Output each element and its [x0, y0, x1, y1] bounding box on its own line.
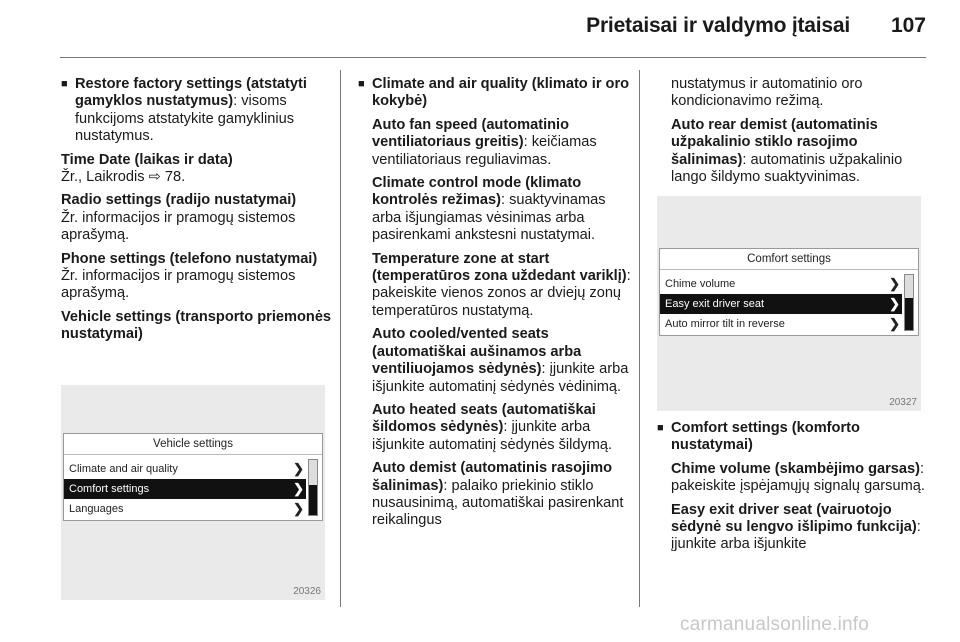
- arrow-ref-icon: ⇨: [148, 169, 161, 186]
- menu-item-label: Auto mirror tilt in reverse: [665, 318, 785, 330]
- auto-demist-item: [358, 460, 633, 530]
- phone-settings-heading: Phone settings (telefono nustatymai): [61, 250, 318, 267]
- phone-settings-text: Žr. informacijos ir pramogų sistemos aprašymą.: [61, 268, 296, 302]
- menu-item-easy-exit-selected[interactable]: [660, 294, 902, 314]
- chevron-right-icon: ❯: [293, 481, 304, 496]
- figure-number: 20327: [889, 397, 917, 408]
- chevron-right-icon: ❯: [889, 316, 900, 331]
- vehicle-settings-section: [61, 309, 335, 344]
- cooled-seats-item: [358, 326, 633, 396]
- menu-item-label: Comfort settings: [69, 483, 150, 495]
- climate-mode-text: : suaktyvinamas arba išjungiamas vėsinimas arba pasirenkami ankstesni nustatymai.: [372, 192, 606, 244]
- demist-continued-text: nustatymus ir automatinio oro kondicionavimo režimą.: [671, 76, 863, 110]
- comfort-heading: Comfort settings (komforto nustatymai): [671, 420, 860, 454]
- climate-mode-heading: Climate control mode (klimato kontrolės režimas): [372, 175, 582, 209]
- climate-mode-item: [358, 175, 633, 245]
- temp-zone-text: : pakeiskite vienos zonos ar dviejų zonų temperatūros nustatymą.: [372, 268, 631, 319]
- easy-exit-text: : įjunkite arba išjunkite: [671, 519, 921, 553]
- climate-heading: Climate and air quality (klimato ir oro kokybė): [372, 76, 630, 110]
- figure-comfort-settings: [657, 196, 921, 411]
- rear-demist-item: [657, 117, 932, 187]
- page-number: 107: [890, 14, 926, 37]
- radio-settings-section: [61, 192, 335, 244]
- auto-demist-heading: Auto demist (automatinis rasojimo šalinimas): [372, 460, 613, 494]
- text-column-3-lower: [657, 420, 932, 560]
- menu-item-label: Climate and air quality: [69, 463, 178, 475]
- scrollbar[interactable]: [904, 274, 914, 331]
- column-divider-left: [340, 70, 341, 607]
- fan-speed-heading: Auto fan speed (automatinio ventiliatoriaus greitis): [372, 116, 570, 151]
- display-screen: [63, 433, 323, 521]
- menu-item-label: Chime volume: [665, 278, 736, 290]
- heated-seats-text: : įjunkite arba išjunkite automatinį sėdynės šildymą.: [372, 419, 613, 453]
- display-screen: [659, 248, 919, 336]
- time-date-text: Žr., Laikrodis: [61, 169, 149, 186]
- menu-item-comfort-selected[interactable]: [64, 479, 306, 499]
- time-date-ref-page: 78.: [164, 169, 186, 186]
- auto-demist-text: : palaiko priekinio stiklo nusausinimą, automatiškai pasirenkant reikalingus: [372, 477, 624, 529]
- running-header-title: Prietaisai ir valdymo įtaisai: [586, 14, 850, 37]
- restore-heading: Restore factory settings (atstatyti gamyklos nustatymus): [75, 76, 307, 110]
- menu-item-chime-volume[interactable]: [660, 274, 902, 294]
- temp-zone-heading: Temperature zone at start (temperatūros zona uždedant variklį): [372, 250, 627, 285]
- time-date-heading: Time Date (laikas ir data): [61, 151, 233, 168]
- figure-number: 20326: [293, 586, 321, 597]
- scrollbar-thumb[interactable]: [309, 485, 317, 515]
- rear-demist-text: : automatinis užpakalinio lango šildymo suaktyvinimas.: [671, 151, 903, 186]
- chevron-right-icon: ❯: [293, 501, 304, 516]
- screen-title: Comfort settings: [660, 249, 918, 270]
- phone-settings-section: [61, 251, 335, 303]
- text-column-3: [657, 76, 932, 192]
- menu-item-label: Easy exit driver seat: [665, 298, 765, 310]
- temp-zone-item: [358, 251, 633, 321]
- chime-volume-heading: Chime volume (skambėjimo garsas): [671, 460, 920, 477]
- vehicle-settings-heading: Vehicle settings (transporto priemonės nustatymai): [61, 308, 332, 343]
- heated-seats-heading: Auto heated seats (automatiškai šildomos sėdynės): [372, 401, 596, 436]
- text-column-1: [61, 76, 335, 350]
- chevron-right-icon: ❯: [889, 276, 900, 291]
- chevron-right-icon: ❯: [889, 296, 900, 311]
- time-date-section: [61, 152, 335, 187]
- rear-demist-heading: Auto rear demist (automatinis užpakalinio stiklo rasojimo šalinimas): [671, 116, 878, 168]
- demist-continued: [657, 76, 932, 111]
- bullet-comfort-settings: [657, 420, 932, 455]
- watermark: carmanualsonline.info: [680, 614, 870, 635]
- easy-exit-item: [657, 502, 932, 554]
- radio-settings-text: Žr. informacijos ir pramogų sistemos aprašymą.: [61, 209, 296, 244]
- fan-speed-text: : keičiamas ventiliatoriaus reguliavimas.: [372, 134, 597, 168]
- figure-vehicle-settings: [61, 385, 325, 600]
- fan-speed-item: [358, 117, 633, 169]
- bullet-restore-factory: [61, 76, 335, 146]
- bullet-square-icon: [657, 420, 664, 437]
- header-divider: [60, 57, 926, 58]
- bullet-square-icon: [358, 76, 365, 93]
- bullet-square-icon: [61, 76, 68, 93]
- radio-settings-heading: Radio settings (radijo nustatymai): [61, 192, 297, 209]
- bullet-climate-air: [358, 76, 633, 111]
- menu-item-mirror-tilt[interactable]: [660, 314, 902, 334]
- easy-exit-heading: Easy exit driver seat (vairuotojo sėdynė su lengvo išlipimo funkcija): [671, 501, 917, 536]
- cooled-seats-heading: Auto cooled/vented seats (automatiškai aušinamos arba ventiliuojamos sėdynės): [372, 326, 582, 378]
- menu-item-languages[interactable]: [64, 499, 306, 519]
- menu-item-climate[interactable]: [64, 459, 306, 479]
- text-column-2: [358, 76, 633, 536]
- chime-volume-text: : pakeiskite įspėjamųjų signalų garsumą.: [671, 460, 925, 495]
- chime-volume-item: [657, 461, 932, 496]
- scrollbar-thumb[interactable]: [905, 298, 913, 330]
- screen-title: Vehicle settings: [64, 434, 322, 455]
- column-divider-right: [639, 70, 640, 607]
- heated-seats-item: [358, 402, 633, 454]
- chevron-right-icon: ❯: [293, 461, 304, 476]
- restore-text: : visoms funkcijoms atstatykite gamyklinius nustatymus.: [75, 93, 294, 145]
- scrollbar[interactable]: [308, 459, 318, 516]
- menu-item-label: Languages: [69, 503, 124, 515]
- cooled-seats-text: : įjunkite arba išjunkite automatinį sėdynės vėdinimą.: [372, 361, 629, 395]
